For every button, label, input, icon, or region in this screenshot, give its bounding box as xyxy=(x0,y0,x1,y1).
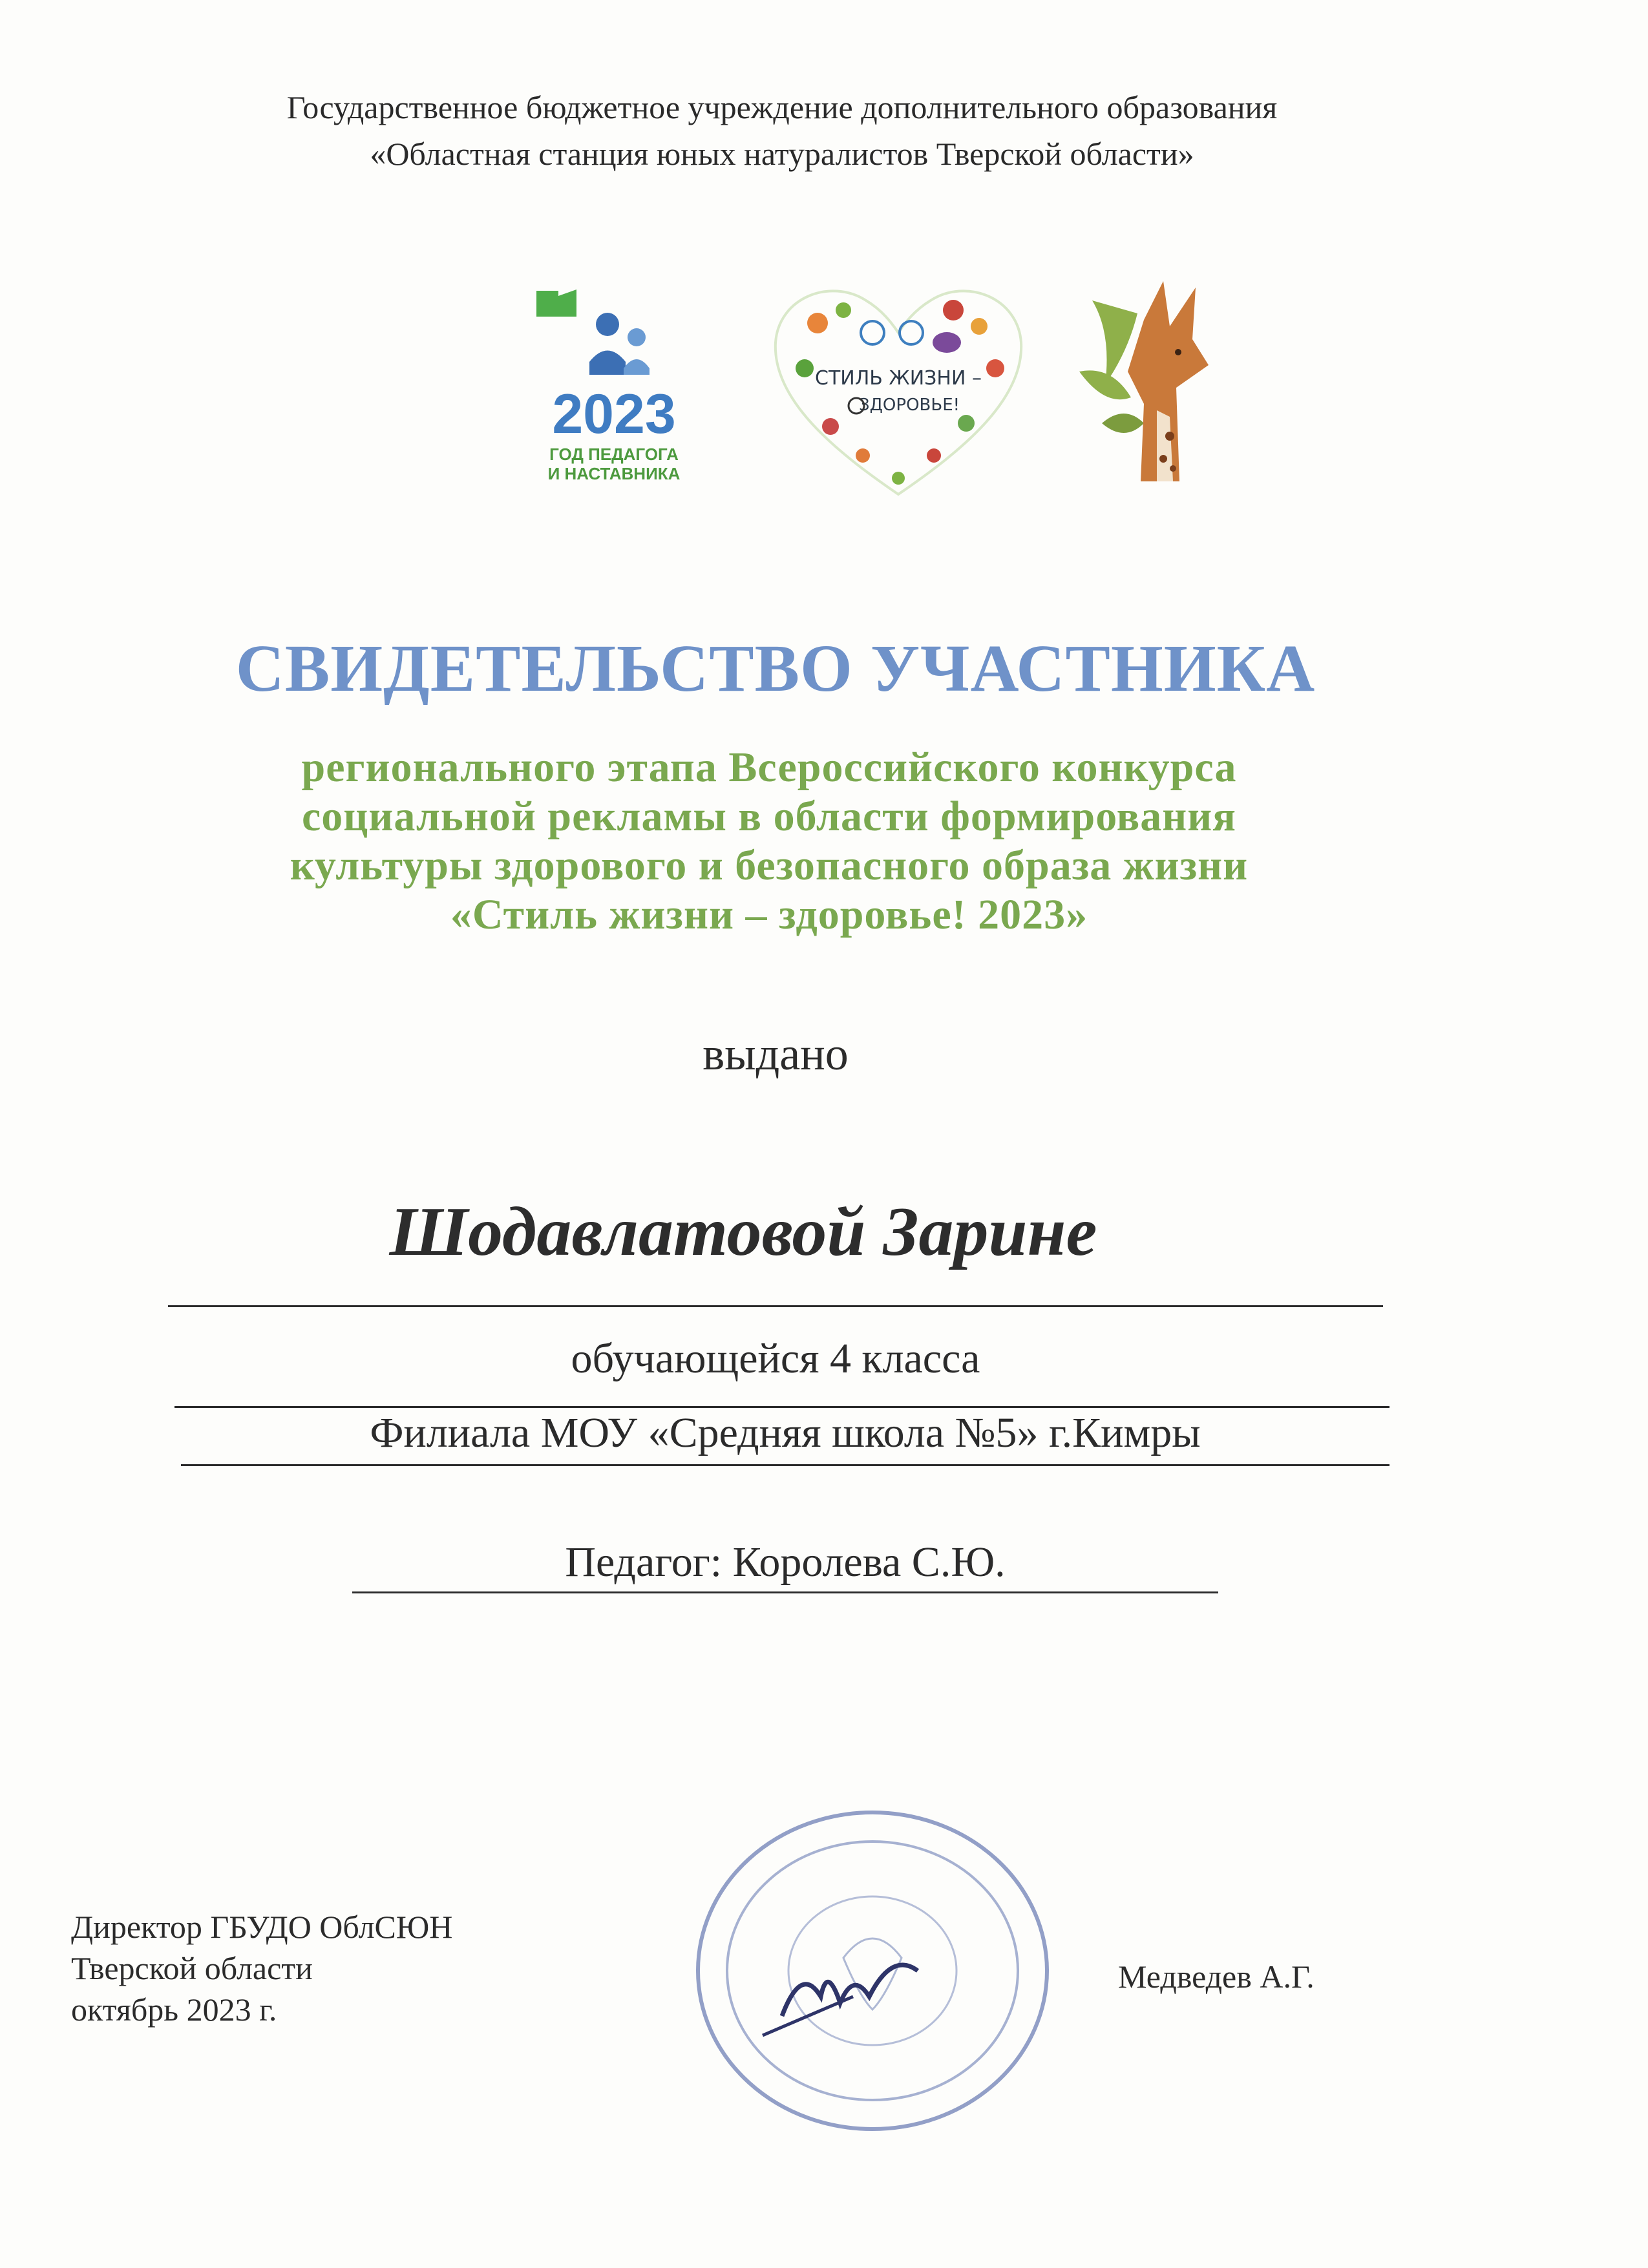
teacher-name: Педагог: Королева С.Ю. xyxy=(565,1538,1006,1586)
issuer-line-2: «Областная станция юных натуралистов Тверской области» xyxy=(370,136,1194,172)
logo-row xyxy=(0,271,1648,504)
contest-description xyxy=(103,743,1435,940)
contest-line-2: социальной рекламы в области формирования xyxy=(301,793,1237,840)
year-logo-caption-1: ГОД ПЕДАГОГА xyxy=(549,445,679,464)
director-region: Тверской области xyxy=(71,1950,313,1986)
heart-logo-text-2: ЗДОРОВЬЕ! xyxy=(858,395,960,415)
certificate-title: СВИДЕТЕЛЬСТВО УЧАСТНИКА xyxy=(235,631,1316,706)
recipient-name: Шодавлатовой Зарине xyxy=(389,1193,1097,1270)
year-logo-year: 2023 xyxy=(552,383,676,445)
issuer-header xyxy=(0,84,1564,177)
official-stamp xyxy=(685,1803,1060,2139)
teacher-underline xyxy=(352,1591,1218,1593)
year-of-teacher-logo xyxy=(517,278,711,491)
director-title: Директор ГБУДО ОблСЮН xyxy=(71,1909,453,1945)
name-underline xyxy=(168,1305,1383,1307)
contest-line-3: культуры здорового и безопасного образа жизни xyxy=(290,842,1249,889)
heart-logo-text-1: СТИЛЬ ЖИЗНИ – xyxy=(815,367,982,390)
year-logo-caption-2: И НАСТАВНИКА xyxy=(547,464,681,483)
issued-label: выдано xyxy=(703,1028,849,1080)
contest-line-1: регионального этапа Всероссийского конкурса xyxy=(301,744,1237,791)
signatory-name: Медведев А.Г. xyxy=(1118,1958,1315,1995)
grade-underline xyxy=(174,1406,1389,1408)
director-block xyxy=(71,1906,452,2030)
school-underline xyxy=(181,1464,1389,1466)
issue-date: октябрь 2023 г. xyxy=(71,1991,277,2028)
issuer-line-1: Государственное бюджетное учреждение дополнительного образования xyxy=(286,89,1278,125)
contest-line-4: «Стиль жизни – здоровье! 2023» xyxy=(450,891,1088,938)
deer-leaf-icon xyxy=(1066,275,1221,488)
recipient-grade: обучающейся 4 класса xyxy=(571,1335,980,1382)
recipient-school: Филиала МОУ «Средняя школа №5» г.Кимры xyxy=(370,1409,1201,1456)
lifestyle-heart-logo xyxy=(759,271,1037,504)
